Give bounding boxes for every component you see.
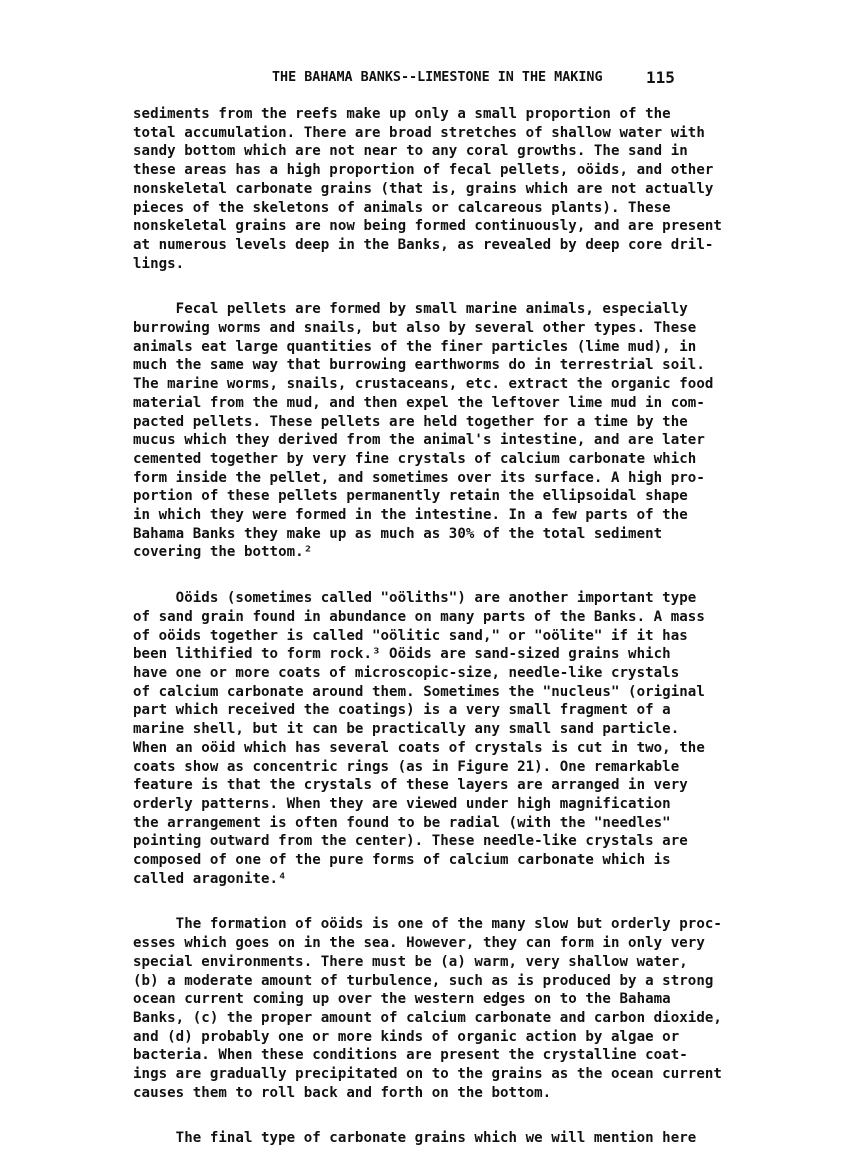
text-line: burrowing worms and snails, but also by several other types. These xyxy=(133,320,697,337)
text-line: Bahama Banks they make up as much as 30% of the total sediment xyxy=(133,525,663,542)
text-line: of calcium carbonate around them. Sometimes the "nucleus" (original xyxy=(133,683,705,700)
text-line: nonskeletal carbonate grains (that is, grains which are not actually xyxy=(133,180,714,197)
text-line: have one or more coats of microscopic-size, needle-like crystals xyxy=(133,664,680,681)
text-line: total accumulation. There are broad stretches of shallow water with xyxy=(133,124,705,141)
text-line: portion of these pellets permanently retain the ellipsoidal shape xyxy=(133,488,688,505)
text-line: special environments. There must be (a) warm, very shallow water, xyxy=(133,953,688,970)
text-line: Banks, (c) the proper amount of calcium carbonate and carbon dioxide, xyxy=(133,1009,722,1026)
text-line: in which they were formed in the intestine. In a few parts of the xyxy=(133,507,688,524)
text-line: the arrangement is often found to be radial (with the "needles" xyxy=(133,814,671,831)
text-line: marine shell, but it can be practically any small sand particle. xyxy=(133,721,680,738)
text-line: material from the mud, and then expel the leftover lime mud in com- xyxy=(133,394,705,411)
text-line: these areas has a high proportion of fecal pellets, oöids, and other xyxy=(133,162,714,179)
text-line: part which received the coatings) is a very small fragment of a xyxy=(133,702,671,719)
text-line: Oöids (sometimes called "oöliths") are another important type xyxy=(133,590,697,607)
text-line: (b) a moderate amount of turbulence, such as is produced by a strong xyxy=(133,972,714,989)
text-line: ings are gradually precipitated on to the grains as the ocean current xyxy=(133,1066,722,1083)
text-line: feature is that the crystals of these layers are arranged in very xyxy=(133,777,688,794)
text-line: cemented together by very fine crystals of calcium carbonate which xyxy=(133,450,697,467)
text-line: bacteria. When these conditions are present the crystalline coat- xyxy=(133,1047,688,1064)
text-line: composed of one of the pure forms of calcium carbonate which is xyxy=(133,852,671,869)
text-line: coats show as concentric rings (as in Figure 21). One remarkable xyxy=(133,758,680,775)
text-line: lings. xyxy=(133,255,185,272)
text-line: sandy bottom which are not near to any coral growths. The sand in xyxy=(133,143,688,160)
page-number: 115 xyxy=(646,68,675,87)
text-line: esses which goes on in the sea. However, they can form in only very xyxy=(133,935,705,952)
text-line: The marine worms, snails, crustaceans, etc. extract the organic food xyxy=(133,376,714,393)
paragraph xyxy=(133,105,723,273)
running-head-title: THE BAHAMA BANKS--LIMESTONE IN THE MAKING xyxy=(272,70,603,85)
text-line: and (d) probably one or more kinds of organic action by algae or xyxy=(133,1028,680,1045)
paragraph xyxy=(133,589,723,888)
text-line: of oöids together is called "oölitic sand," or "oölite" if it has xyxy=(133,627,688,644)
text-line: much the same way that burrowing earthworms do in terrestrial soil. xyxy=(133,357,705,374)
text-line: of sand grain found in abundance on many parts of the Banks. A mass xyxy=(133,608,705,625)
text-line: at numerous levels deep in the Banks, as revealed by deep core dril- xyxy=(133,236,714,253)
paragraph xyxy=(133,300,723,562)
text-line: pieces of the skeletons of animals or calcareous plants). These xyxy=(133,199,671,216)
text-line: orderly patterns. When they are viewed under high magnification xyxy=(133,795,671,812)
text-line: sediments from the reefs make up only a small proportion of the xyxy=(133,106,671,122)
text-line: form inside the pellet, and sometimes over its surface. A high pro- xyxy=(133,469,705,486)
text-line: pointing outward from the center). These needle-like crystals are xyxy=(133,833,688,850)
text-line: covering the bottom.² xyxy=(133,544,313,561)
text-line: nonskeletal grains are now being formed continuously, and are present xyxy=(133,218,722,235)
text-line: When an oöid which has several coats of crystals is cut in two, the xyxy=(133,739,705,756)
text-line: called aragonite.⁴ xyxy=(133,870,287,887)
text-line: The formation of oöids is one of the many slow but orderly proc- xyxy=(133,916,722,933)
text-line: ocean current coming up over the western edges on to the Bahama xyxy=(133,991,671,1008)
paragraph xyxy=(133,1129,723,1148)
running-header xyxy=(0,70,850,94)
text-line: Fecal pellets are formed by small marine animals, especially xyxy=(133,301,688,318)
paragraph xyxy=(133,915,723,1102)
text-line: causes them to roll back and forth on the bottom. xyxy=(133,1084,552,1101)
text-line: The final type of carbonate grains which we will mention here xyxy=(133,1130,697,1147)
text-line: animals eat large quantities of the finer particles (lime mud), in xyxy=(133,338,697,355)
text-line: mucus which they derived from the animal's intestine, and are later xyxy=(133,432,705,449)
text-line: been lithified to form rock.³ Oöids are sand-sized grains which xyxy=(133,646,671,663)
body-text xyxy=(133,105,723,1175)
text-line: pacted pellets. These pellets are held together for a time by the xyxy=(133,413,688,430)
